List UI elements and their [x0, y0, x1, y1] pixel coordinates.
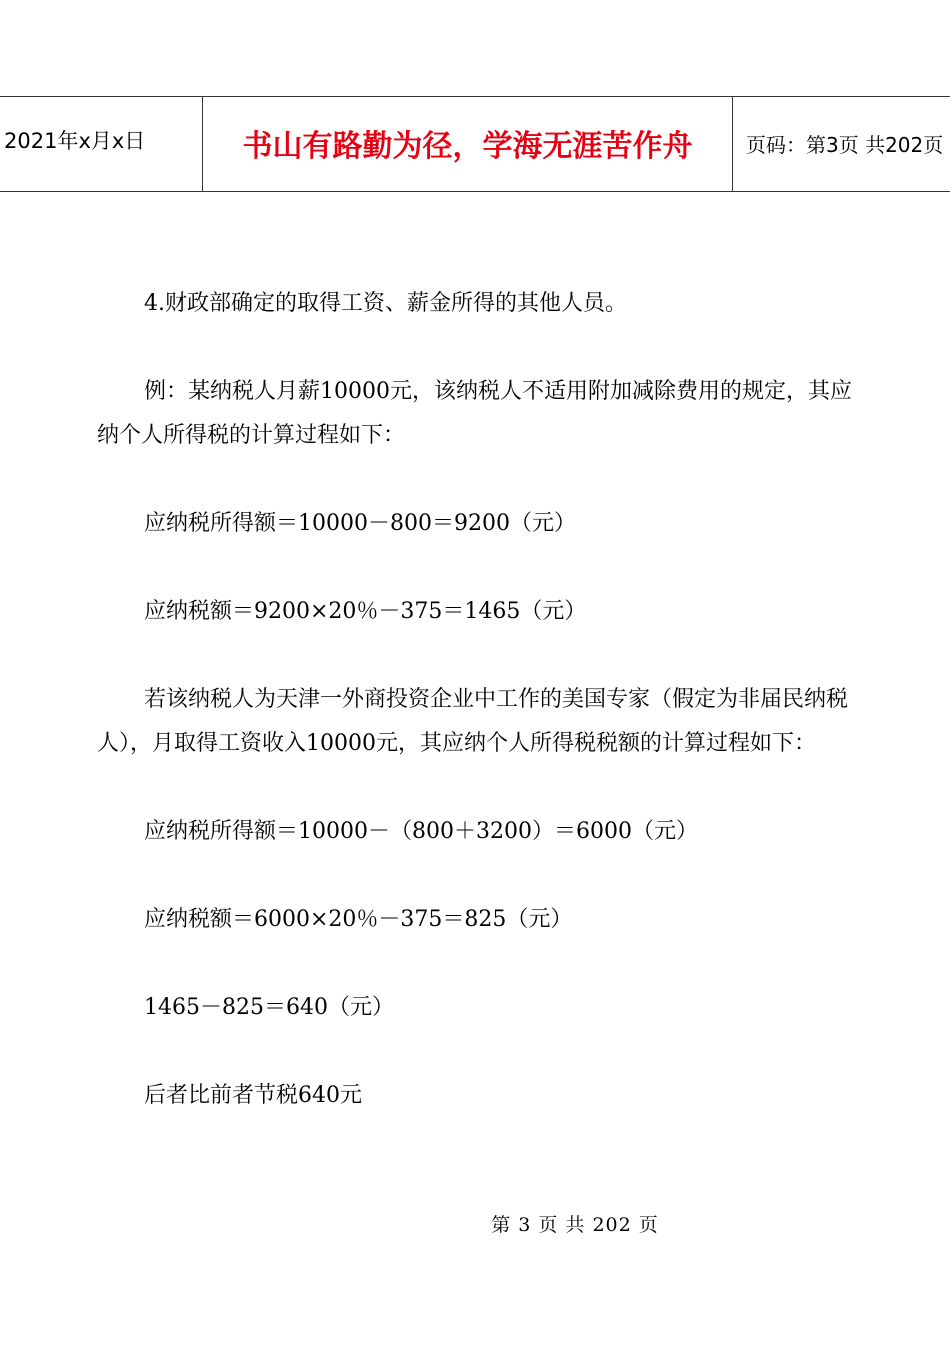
header-date: 2021年x月x日: [0, 97, 203, 191]
paragraph-3: 应纳税所得额＝10000－800＝9200（元）: [144, 511, 576, 536]
paragraph-1: 4.财政部确定的取得工资、薪金所得的其他人员。: [144, 291, 627, 316]
paragraph-5: 若该纳税人为天津一外商投资企业中工作的美国专家（假定为非届民纳税人），月取得工资收入10000元，其应纳个人所得税税额的计算过程如下：: [97, 687, 849, 756]
document-body: [97, 282, 859, 1162]
paragraph-8: 1465－825＝640（元）: [144, 995, 394, 1020]
page-footer: 第 3 页 共 202 页: [491, 1214, 659, 1236]
page-header: [0, 96, 950, 192]
header-page-info: 页码：第3页 共202页: [746, 132, 944, 157]
paragraph-2: 例：某纳税人月薪10000元，该纳税人不适用附加减除费用的规定，其应纳个人所得税的计算过程如下：: [97, 379, 852, 448]
paragraph-4: 应纳税额＝9200×20％－375＝1465（元）: [144, 599, 587, 624]
paragraph-7: 应纳税额＝6000×20％－375＝825（元）: [144, 907, 573, 932]
header-motto: 书山有路勤为径，学海无涯苦作舟: [203, 97, 733, 191]
paragraph-6: 应纳税所得额＝10000－（800＋3200）＝6000（元）: [144, 819, 698, 844]
paragraph-9: 后者比前者节税640元: [144, 1083, 362, 1108]
